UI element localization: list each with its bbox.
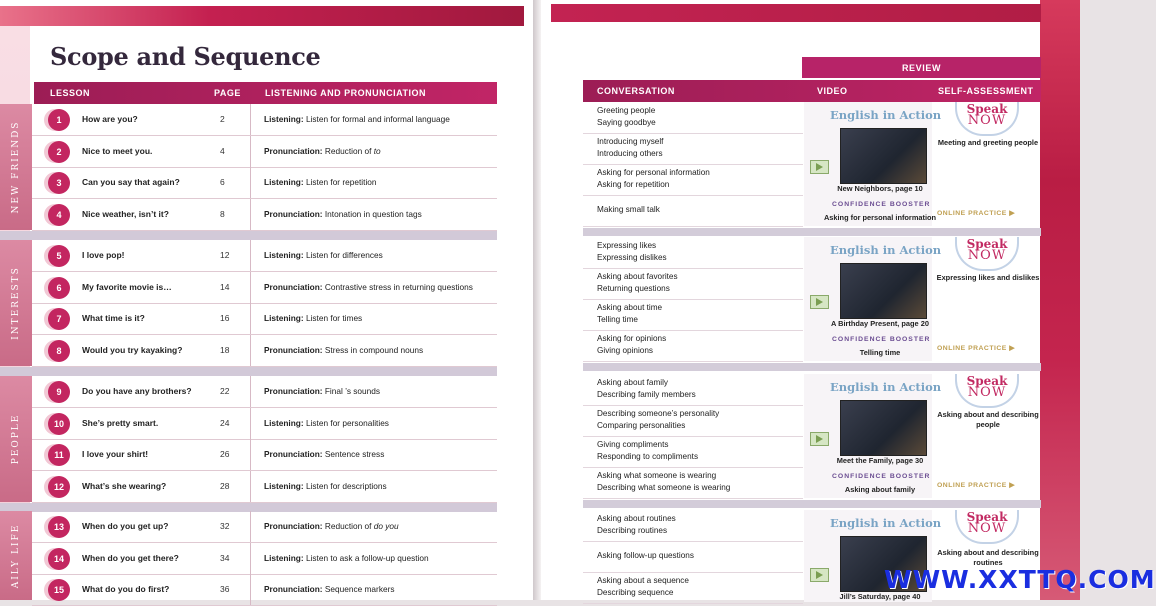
lesson-title: How are you? <box>82 114 138 124</box>
block-divider <box>583 363 1041 371</box>
conversation-line: Giving compliments <box>597 440 669 449</box>
skill-text: Listen for descriptions <box>303 480 387 491</box>
page-header: PAGE <box>214 88 241 98</box>
lesson-page: 2 <box>220 114 225 124</box>
listening-pronunciation <box>264 521 399 531</box>
skill-text: Reduction of <box>322 145 374 156</box>
conversation-line: Asking about favorites <box>597 272 678 281</box>
conversation-row <box>583 572 803 604</box>
unit-1 <box>0 104 497 230</box>
column-divider <box>250 335 251 366</box>
conversation-line: Asking about routines <box>597 514 676 523</box>
top-banner-left <box>0 6 524 26</box>
column-divider <box>250 303 251 334</box>
skill-text: Listen for personalities <box>303 417 389 428</box>
column-divider <box>250 574 251 605</box>
conversation-row <box>583 164 803 196</box>
column-divider <box>250 240 251 271</box>
review-block-3 <box>583 374 1041 498</box>
unit-2 <box>0 240 497 366</box>
conversation-line: Asking for repetition <box>597 180 670 189</box>
skill-text: Sequence markers <box>322 584 395 594</box>
conversation-line: Introducing myself <box>597 137 664 146</box>
video-thumbnail <box>840 128 927 184</box>
skill-label: Listening: <box>264 480 304 491</box>
column-divider <box>250 104 251 135</box>
speak-now-logo <box>955 510 1019 544</box>
lesson-number-badge: 10 <box>48 413 70 435</box>
english-in-action-logo: English in Action <box>830 516 942 530</box>
online-practice-link[interactable]: ONLINE PRACTICE ▶ <box>937 209 1015 217</box>
column-divider <box>250 543 251 574</box>
conversation-row <box>583 510 803 542</box>
conversation-line: Describing someone’s personality <box>597 409 720 418</box>
lesson-title: When do you get there? <box>82 552 179 563</box>
english-in-action-logo: English in Action <box>830 108 942 122</box>
self-assessment-text: Asking about and describing people <box>937 410 1039 429</box>
lesson-title: Would you try kayaking? <box>82 344 183 355</box>
conversation-row <box>583 237 803 269</box>
lesson-row <box>32 104 497 136</box>
skill-text: Listen for formal and informal language <box>303 114 450 124</box>
listening-pronunciation <box>264 418 389 428</box>
block-divider <box>583 228 1041 236</box>
skill-label: Pronunciation: <box>264 386 323 396</box>
lesson-number-badge: 12 <box>48 476 70 498</box>
unit-band <box>0 104 32 230</box>
skill-label: Pronunciation: <box>264 145 323 156</box>
listening-pronunciation <box>264 282 473 292</box>
video-caption: Meet the Family, page 30 <box>836 456 924 465</box>
confidence-booster-text: Asking about family <box>844 485 916 494</box>
review-header: REVIEW <box>802 57 1041 78</box>
speak-now-logo <box>955 102 1019 136</box>
unit-divider <box>0 231 497 240</box>
unit-name: AILY LIFE <box>11 523 21 588</box>
lesson-page: 36 <box>220 584 230 594</box>
conversation-line: Asking for personal information <box>597 168 710 177</box>
conversation-row <box>583 330 803 362</box>
review-block-1 <box>583 102 1041 226</box>
lesson-row <box>32 408 497 440</box>
review-block-2 <box>583 237 1041 361</box>
conversation-row <box>583 405 803 437</box>
skill-text: Sentence stress <box>322 449 385 459</box>
self-assessment-text: Meeting and greeting people <box>937 138 1039 147</box>
now-text: NOW <box>967 385 1007 400</box>
listening-pronunciation <box>264 146 381 156</box>
lesson-header: LESSON <box>50 88 91 98</box>
lesson-page: 18 <box>220 344 230 355</box>
speak-text: Speak <box>966 237 1008 251</box>
lesson-title: What time is it? <box>82 313 145 323</box>
video-caption: A Birthday Present, page 20 <box>831 319 929 328</box>
video-caption: Jill’s Saturday, page 40 <box>839 592 921 601</box>
skill-text: Listen to ask a follow-up question <box>303 552 429 563</box>
conversation-row <box>583 467 803 499</box>
skill-text: Listen for times <box>303 313 363 323</box>
conversation-line: Expressing dislikes <box>597 253 667 262</box>
column-divider <box>250 471 251 502</box>
lesson-page: 14 <box>220 281 230 292</box>
conversation-line: Responding to compliments <box>597 452 699 461</box>
skill-label: Pronunciation: <box>264 584 323 594</box>
conversation-line: Asking for opinions <box>597 334 667 343</box>
lesson-page: 28 <box>220 480 230 491</box>
confidence-booster-label: CONFIDENCE BOOSTER <box>832 201 931 208</box>
lesson-page: 22 <box>220 386 230 396</box>
unit-band <box>0 376 32 502</box>
unit-4 <box>0 511 497 606</box>
english-in-action-logo: English in Action <box>830 243 942 257</box>
skill-label: Pronunciation: <box>264 521 323 531</box>
lesson-row <box>32 543 497 575</box>
skill-label: Listening: <box>264 114 304 124</box>
english-in-action-logo: English in Action <box>830 380 942 394</box>
speak-text: Speak <box>966 102 1008 116</box>
self-assessment-text: Asking about and describing routines <box>937 548 1039 567</box>
unit-3 <box>0 376 497 502</box>
conversation-header: CONVERSATION <box>597 86 675 96</box>
lesson-number-badge: 1 <box>48 109 70 131</box>
conversation-line: Expressing likes <box>597 241 657 250</box>
lesson-title: She’s pretty smart. <box>82 417 159 428</box>
lesson-page: 16 <box>220 313 230 323</box>
column-divider <box>250 167 251 198</box>
lesson-page: 26 <box>220 449 230 459</box>
skill-label: Pronunciation: <box>264 344 323 355</box>
conversation-line: Describing routines <box>597 526 668 535</box>
video-header: VIDEO <box>817 86 848 96</box>
video-thumbnail <box>840 400 927 456</box>
right-table-header <box>583 80 1041 102</box>
lesson-page: 12 <box>220 250 230 260</box>
column-divider <box>250 199 251 230</box>
lesson-title: When do you get up? <box>82 521 169 531</box>
listening-pronunciation <box>264 584 395 594</box>
skill-label: Pronunciation: <box>264 208 323 219</box>
conversation-row <box>583 133 803 165</box>
lesson-page: 8 <box>220 208 225 219</box>
lesson-row <box>32 240 497 272</box>
lesson-title: What’s she wearing? <box>82 480 167 491</box>
skill-text: Listen for repetition <box>303 177 377 187</box>
conversation-row <box>583 195 803 227</box>
lesson-row <box>32 335 497 367</box>
conversation-line: Asking about time <box>597 303 663 312</box>
skill-label: Listening: <box>264 250 304 260</box>
listening-pronunciation <box>264 209 422 219</box>
lesson-page: 34 <box>220 552 230 563</box>
listening-pronunciation <box>264 345 423 355</box>
speak-now-logo <box>955 374 1019 408</box>
lesson-row <box>32 272 497 304</box>
conversation-line: Describing sequence <box>597 588 674 597</box>
left-table-header <box>34 82 497 104</box>
lesson-row <box>32 574 497 606</box>
book-gutter <box>533 0 541 600</box>
right-page <box>541 0 1080 600</box>
listening-pronunciation <box>264 250 383 260</box>
lesson-page: 4 <box>220 145 225 156</box>
skill-text: Final ’s sounds <box>322 386 381 396</box>
speak-text: Speak <box>966 374 1008 388</box>
conversation-line: Giving opinions <box>597 346 653 355</box>
lesson-row <box>32 199 497 231</box>
lesson-row <box>32 376 497 408</box>
conversation-line: Asking about a sequence <box>597 576 689 585</box>
lesson-number-badge: 4 <box>48 204 70 226</box>
listening-pronunciation <box>264 481 387 491</box>
lesson-title: I love your shirt! <box>82 449 149 459</box>
watermark: WWW.XXTTQ.COM <box>884 565 1156 594</box>
skill-text: Listen for differences <box>303 250 383 260</box>
lesson-number-badge: 15 <box>48 579 70 601</box>
skill-label: Pronunciation: <box>264 449 323 459</box>
column-divider <box>250 408 251 439</box>
column-divider <box>250 376 251 407</box>
skill-label: Listening: <box>264 313 304 323</box>
video-thumbnail <box>840 263 927 319</box>
skill-label: Listening: <box>264 417 304 428</box>
lesson-row <box>32 136 497 168</box>
lesson-title: I love pop! <box>82 250 125 260</box>
play-icon[interactable] <box>810 568 829 582</box>
play-icon[interactable] <box>810 295 829 309</box>
conversation-line: Asking what someone is wearing <box>597 471 717 480</box>
column-divider <box>250 511 251 542</box>
listening-pronunciation <box>264 553 429 563</box>
column-divider <box>250 439 251 470</box>
left-page <box>0 0 533 600</box>
skill-text: Reduction of <box>322 521 374 531</box>
unit-band <box>0 511 32 600</box>
lesson-page: 6 <box>220 177 225 187</box>
lesson-number-badge: 9 <box>48 381 70 403</box>
lesson-title: Can you say that again? <box>82 177 180 187</box>
listening-pronunciation <box>264 313 362 323</box>
lesson-row <box>32 471 497 503</box>
block-divider <box>583 500 1041 508</box>
top-banner-right <box>551 4 1041 22</box>
play-icon[interactable] <box>810 432 829 446</box>
unit-band <box>0 240 32 366</box>
page-title: Scope and Sequence <box>50 42 321 71</box>
lesson-number-badge: 14 <box>48 548 70 570</box>
lesson-number-badge: 2 <box>48 141 70 163</box>
skill-emphasis: to <box>373 145 381 156</box>
unit-name: INTERESTS <box>11 266 21 340</box>
conversation-line: Asking follow-up questions <box>597 551 694 560</box>
lesson-page: 32 <box>220 521 230 531</box>
lesson-number-badge: 5 <box>48 245 70 267</box>
listening-pronunciation <box>264 449 384 459</box>
lesson-title: Do you have any brothers? <box>82 386 192 396</box>
lesson-page: 24 <box>220 417 230 428</box>
lesson-number-badge: 13 <box>48 516 70 538</box>
conversation-row <box>583 374 803 406</box>
online-practice-link[interactable]: ONLINE PRACTICE ▶ <box>937 481 1015 489</box>
unit-name: NEW FRIENDS <box>11 120 21 214</box>
conversation-line: Describing family members <box>597 390 696 399</box>
lesson-title: My favorite movie is… <box>82 281 172 292</box>
conversation-line: Telling time <box>597 315 638 324</box>
skill-text: Contrastive stress in returning questions <box>322 281 473 292</box>
skill-label: Listening: <box>264 552 304 563</box>
conversation-line: Describing what someone is wearing <box>597 483 731 492</box>
listening-pronunciation <box>264 386 380 396</box>
lesson-number-badge: 3 <box>48 172 70 194</box>
skill-text: Intonation in question tags <box>322 208 422 219</box>
lesson-row <box>32 167 497 199</box>
right-decoration <box>1040 0 1080 600</box>
confidence-booster-text: Telling time <box>859 348 901 357</box>
column-divider <box>250 136 251 167</box>
conversation-line: Introducing others <box>597 149 663 158</box>
unit-divider <box>0 367 497 376</box>
lesson-title: What do you do first? <box>82 584 170 594</box>
skill-label: Listening: <box>264 177 304 187</box>
column-divider <box>250 272 251 303</box>
skill-text: Stress in compound nouns <box>322 344 424 355</box>
confidence-booster-label: CONFIDENCE BOOSTER <box>832 336 931 343</box>
confidence-booster-text: Asking for personal information <box>823 213 937 222</box>
conversation-line: Making small talk <box>597 205 660 214</box>
lesson-number-badge: 6 <box>48 277 70 299</box>
confidence-booster-label: CONFIDENCE BOOSTER <box>832 473 931 480</box>
skill-label: Pronunciation: <box>264 281 323 292</box>
online-practice-link[interactable]: ONLINE PRACTICE ▶ <box>937 344 1015 352</box>
skill-emphasis: do you <box>373 521 399 531</box>
lesson-title: Nice to meet you. <box>82 145 153 156</box>
now-text: NOW <box>967 113 1007 128</box>
conversation-row <box>583 541 803 573</box>
self-assessment-header: SELF-ASSESSMENT <box>938 86 1034 96</box>
conversation-line: Greeting people <box>597 106 656 115</box>
speak-now-logo <box>955 237 1019 271</box>
lesson-number-badge: 8 <box>48 340 70 362</box>
video-caption: New Neighbors, page 10 <box>837 184 923 193</box>
listening-header: LISTENING AND PRONUNCIATION <box>265 88 426 98</box>
self-assessment-text: Expressing likes and dislikes <box>936 273 1040 282</box>
lesson-number-badge: 11 <box>48 444 70 466</box>
conversation-line: Comparing personalities <box>597 421 686 430</box>
conversation-row <box>583 102 803 134</box>
conversation-row <box>583 436 803 468</box>
unit-name: PEOPLE <box>11 413 21 465</box>
lesson-number-badge: 7 <box>48 308 70 330</box>
listening-pronunciation <box>264 177 377 187</box>
conversation-line: Saying goodbye <box>597 118 656 127</box>
conversation-row <box>583 299 803 331</box>
play-icon[interactable] <box>810 160 829 174</box>
lesson-row <box>32 511 497 543</box>
now-text: NOW <box>967 248 1007 263</box>
lesson-title: Nice weather, isn’t it? <box>82 208 169 219</box>
lesson-row <box>32 439 497 471</box>
conversation-row <box>583 268 803 300</box>
speak-text: Speak <box>966 510 1008 524</box>
lesson-row <box>32 303 497 335</box>
conversation-line: Asking about family <box>597 378 668 387</box>
listening-pronunciation <box>264 114 450 124</box>
conversation-line: Returning questions <box>597 284 670 293</box>
now-text: NOW <box>967 521 1007 536</box>
